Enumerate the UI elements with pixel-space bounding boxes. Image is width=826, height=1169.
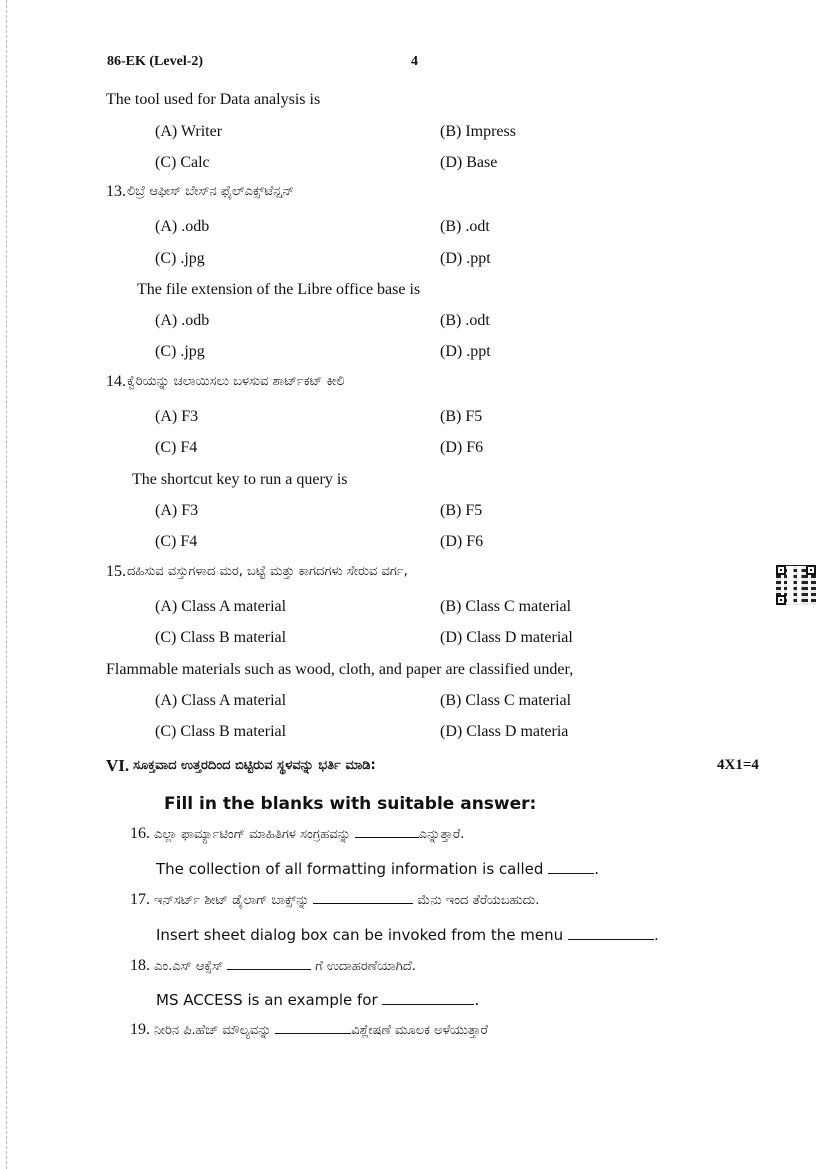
q15-kn-option-b: (B) Class C material xyxy=(440,598,572,615)
q13-number: 13. xyxy=(106,183,126,200)
q13-kn-option-b: (B) .odt xyxy=(440,218,490,235)
paper-code: 86-EK (Level-2) xyxy=(107,54,204,69)
section-marks: 4X1=4 xyxy=(717,757,759,773)
q19-kn-line xyxy=(130,1022,488,1038)
q15-question-en: Flammable materials such as wood, cloth, and paper are classified under, xyxy=(106,661,574,678)
q16-en-line xyxy=(156,862,599,877)
q18-en-before: MS ACCESS is an example for xyxy=(156,991,378,1009)
q14-kn-option-c: (C) F4 xyxy=(155,439,198,456)
q14-question-en: The shortcut key to run a query is xyxy=(132,471,348,488)
q14-en-option-a: (A) F3 xyxy=(155,502,199,519)
q16-kn-after: ಎನ್ನುತ್ತಾರೆ. xyxy=(418,827,465,842)
q18-kn-line xyxy=(130,958,416,974)
q15-en-option-b: (B) Class C material xyxy=(440,692,572,709)
q15-kn-option-a: (A) Class A material xyxy=(155,598,287,615)
q16-en-before: The collection of all formatting information is called xyxy=(156,860,544,878)
q14-en-option-c: (C) F4 xyxy=(155,533,198,550)
q19-kn-after: ವಿಶ್ಲೇಷಣೆ ಮೂಲಕ ಅಳೆಯುತ್ತಾರೆ xyxy=(351,1023,488,1038)
q14-kn-option-b: (B) F5 xyxy=(440,408,483,425)
q15-en-option-d: (D) Class D materia xyxy=(440,723,569,740)
q16-kn-before: ಎಲ್ಲಾ ಫಾರ್ಮ್ಯಾಟಿಂಗ್ ಮಾಹಿತಿಗಳ ಸಂಗ್ರಹವನ್ನು xyxy=(154,827,351,842)
q12-option-c: (C) Calc xyxy=(155,154,210,171)
q13-question-kn: ಲಿಬ್ರೆ ಆಫೀಸ್ ಬೇಸ್‌ನ ಫೈಲ್‌ಎಕ್ಸ್‌ಟೆನ್ಷನ್ xyxy=(127,184,294,199)
q16-kn-line xyxy=(130,826,464,842)
q17-en-line xyxy=(156,928,659,943)
q12-option-b: (B) Impress xyxy=(440,123,516,140)
section-heading-kn: ಸೂಕ್ತವಾದ ಉತ್ತರದಿಂದ ಬಿಟ್ಟಿರುವ ಸ್ಥಳವನ್ನು ಭರ್ತಿ ಮಾಡಿ: xyxy=(133,758,376,773)
q16-number: 16. xyxy=(130,825,150,842)
qr-code-icon xyxy=(776,565,816,605)
q19-kn-blank xyxy=(275,1032,351,1034)
q15-en-option-a: (A) Class A material xyxy=(155,692,287,709)
q15-en-option-c: (C) Class B material xyxy=(155,723,287,740)
q18-en-blank xyxy=(382,1003,474,1005)
q15-question-kn: ದಹಿಸುವ ವಸ್ತುಗಳಾದ ಮರ, ಬಟ್ಟೆ ಮತ್ತು ಕಾಗದಗಳು ಸೇರುವ ವರ್ಗ, xyxy=(127,564,408,579)
q17-kn-after: ಮೆನು ಇಂದ ತೆರೆಯಬಹುದು. xyxy=(417,893,540,908)
q18-number: 18. xyxy=(130,957,150,974)
q15-number: 15. xyxy=(106,563,126,580)
q12-question-en: The tool used for Data analysis is xyxy=(106,91,321,108)
q18-en-line xyxy=(156,993,479,1008)
q16-kn-blank xyxy=(355,836,419,838)
q13-en-option-b: (B) .odt xyxy=(440,312,490,329)
q13-en-option-c: (C) .jpg xyxy=(155,343,205,360)
q18-kn-before: ಎಂ.ಎಸ್ ಆಕ್ಸೆಸ್ xyxy=(154,959,224,974)
section-roman-numeral: VI. xyxy=(106,756,130,775)
q15-kn-option-d: (D) Class D material xyxy=(440,629,573,646)
margin-dashed-line xyxy=(6,0,7,1169)
section-heading-en: Fill in the blanks with suitable answer: xyxy=(164,794,537,814)
q13-kn-option-d: (D) .ppt xyxy=(440,250,491,267)
q14-question-kn: ಕ್ವೆರಿಯನ್ನು ಚಲಾಯಿಸಲು ಬಳಸುವ ಶಾರ್ಟ್‌ಕಟ್ ಕೀಲಿ xyxy=(127,374,345,389)
q15-kn-option-c: (C) Class B material xyxy=(155,629,287,646)
q13-en-option-a: (A) .odb xyxy=(155,312,210,329)
q12-option-a: (A) Writer xyxy=(155,123,223,140)
q14-kn-option-a: (A) F3 xyxy=(155,408,199,425)
q13-kn-option-c: (C) .jpg xyxy=(155,250,205,267)
q16-en-blank xyxy=(548,872,594,874)
q17-number: 17. xyxy=(130,891,150,908)
q13-kn-option-a: (A) .odb xyxy=(155,218,210,235)
q13-question-en: The file extension of the Libre office base is xyxy=(137,281,421,298)
q12-option-d: (D) Base xyxy=(440,154,498,171)
q19-number: 19. xyxy=(130,1021,150,1038)
q17-kn-line xyxy=(130,892,539,908)
q17-kn-blank xyxy=(313,902,413,904)
q19-kn-before: ನೀರಿನ ಪಿ.ಹೆಚ್ ಮೌಲ್ಯವನ್ನು xyxy=(154,1023,272,1038)
q14-number: 14. xyxy=(106,373,126,390)
page-number: 4 xyxy=(411,54,418,69)
q18-kn-blank xyxy=(227,968,311,970)
q17-kn-before: ಇನ್‌ಸರ್ಟ್ ಶೀಟ್ ಡೈಲಾಗ್ ಬಾಕ್ಸ್‌ನ್ನು xyxy=(154,893,310,908)
q14-kn-option-d: (D) F6 xyxy=(440,439,484,456)
q17-en-blank xyxy=(568,938,654,940)
q13-en-option-d: (D) .ppt xyxy=(440,343,491,360)
q18-kn-after: ಗೆ ಉದಾಹರಣೆಯಾಗಿದೆ. xyxy=(315,959,416,974)
q14-en-option-b: (B) F5 xyxy=(440,502,483,519)
q16-en-after: . xyxy=(594,860,599,878)
q14-en-option-d: (D) F6 xyxy=(440,533,484,550)
q17-en-before: Insert sheet dialog box can be invoked from the menu xyxy=(156,926,564,944)
q18-en-after: . xyxy=(474,991,480,1009)
q17-en-after: . xyxy=(653,926,659,944)
